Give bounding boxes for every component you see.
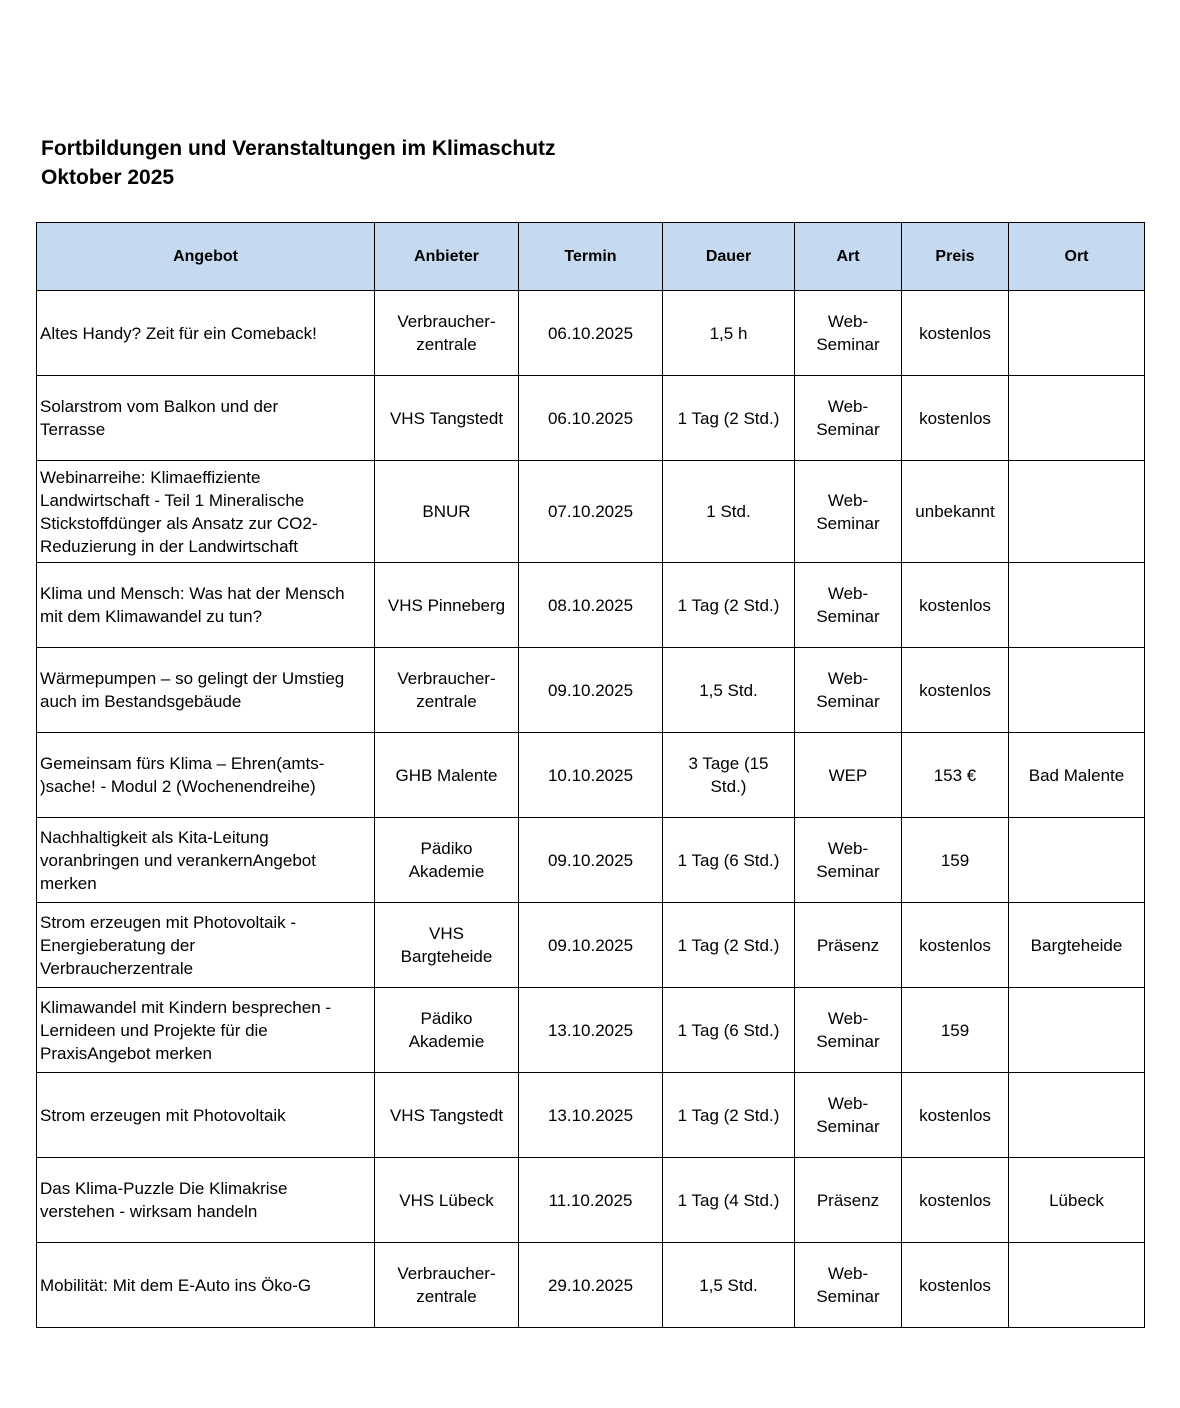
cell-preis: kostenlos xyxy=(902,291,1009,376)
cell-ort: Bargteheide xyxy=(1009,903,1145,988)
table-row xyxy=(37,1243,1145,1328)
cell-termin: 09.10.2025 xyxy=(519,903,663,988)
table-row xyxy=(37,376,1145,461)
cell-art: Präsenz xyxy=(795,903,902,988)
cell-ort xyxy=(1009,1243,1145,1328)
cell-termin: 06.10.2025 xyxy=(519,376,663,461)
cell-dauer: 1,5 Std. xyxy=(663,1243,795,1328)
cell-angebot: Mobilität: Mit dem E-Auto ins Öko-G xyxy=(37,1243,375,1328)
cell-preis: kostenlos xyxy=(902,376,1009,461)
cell-termin: 10.10.2025 xyxy=(519,733,663,818)
cell-ort xyxy=(1009,818,1145,903)
header-anbieter: Anbieter xyxy=(375,223,519,291)
table-row xyxy=(37,818,1145,903)
cell-angebot: Nachhaltigkeit als Kita-Leitung voranbringen und verankernAngebot merken xyxy=(37,818,375,903)
cell-anbieter: VHS Pinneberg xyxy=(375,563,519,648)
cell-anbieter: GHB Malente xyxy=(375,733,519,818)
cell-preis: 159 xyxy=(902,988,1009,1073)
cell-termin: 09.10.2025 xyxy=(519,648,663,733)
cell-ort xyxy=(1009,461,1145,563)
table-body xyxy=(37,291,1145,1328)
cell-ort xyxy=(1009,1073,1145,1158)
table-row xyxy=(37,291,1145,376)
table-row xyxy=(37,648,1145,733)
cell-art: Web- Seminar xyxy=(795,648,902,733)
cell-dauer: 1 Tag (6 Std.) xyxy=(663,818,795,903)
cell-anbieter: VHS Bargteheide xyxy=(375,903,519,988)
header-angebot: Angebot xyxy=(37,223,375,291)
cell-ort xyxy=(1009,376,1145,461)
cell-angebot: Klima und Mensch: Was hat der Mensch mit dem Klimawandel zu tun? xyxy=(37,563,375,648)
cell-dauer: 1 Tag (6 Std.) xyxy=(663,988,795,1073)
header-ort: Ort xyxy=(1009,223,1145,291)
cell-ort xyxy=(1009,563,1145,648)
cell-art: Web- Seminar xyxy=(795,988,902,1073)
cell-anbieter: VHS Tangstedt xyxy=(375,376,519,461)
cell-termin: 29.10.2025 xyxy=(519,1243,663,1328)
cell-angebot: Das Klima-Puzzle Die Klimakrise verstehen - wirksam handeln xyxy=(37,1158,375,1243)
table-header-row xyxy=(37,223,1145,291)
cell-anbieter: Verbraucher- zentrale xyxy=(375,291,519,376)
cell-preis: kostenlos xyxy=(902,1243,1009,1328)
cell-termin: 13.10.2025 xyxy=(519,988,663,1073)
cell-termin: 11.10.2025 xyxy=(519,1158,663,1243)
cell-dauer: 1 Tag (4 Std.) xyxy=(663,1158,795,1243)
header-dauer: Dauer xyxy=(663,223,795,291)
cell-ort: Lübeck xyxy=(1009,1158,1145,1243)
cell-preis: kostenlos xyxy=(902,1158,1009,1243)
cell-ort xyxy=(1009,988,1145,1073)
cell-anbieter: VHS Lübeck xyxy=(375,1158,519,1243)
cell-preis: kostenlos xyxy=(902,563,1009,648)
cell-angebot: Strom erzeugen mit Photovoltaik - Energieberatung der Verbraucherzentrale xyxy=(37,903,375,988)
cell-art: Präsenz xyxy=(795,1158,902,1243)
cell-art: Web- Seminar xyxy=(795,461,902,563)
cell-art: Web- Seminar xyxy=(795,1073,902,1158)
cell-termin: 06.10.2025 xyxy=(519,291,663,376)
cell-dauer: 1,5 Std. xyxy=(663,648,795,733)
header-art: Art xyxy=(795,223,902,291)
events-table xyxy=(36,222,1145,1328)
cell-dauer: 1 Tag (2 Std.) xyxy=(663,903,795,988)
cell-dauer: 3 Tage (15 Std.) xyxy=(663,733,795,818)
cell-art: Web- Seminar xyxy=(795,818,902,903)
cell-dauer: 1,5 h xyxy=(663,291,795,376)
cell-preis: kostenlos xyxy=(902,1073,1009,1158)
cell-art: Web- Seminar xyxy=(795,291,902,376)
cell-angebot: Wärmepumpen – so gelingt der Umstieg auch im Bestandsgebäude xyxy=(37,648,375,733)
cell-art: Web- Seminar xyxy=(795,376,902,461)
cell-preis: 159 xyxy=(902,818,1009,903)
table-row xyxy=(37,461,1145,563)
cell-art: WEP xyxy=(795,733,902,818)
table-row xyxy=(37,1158,1145,1243)
document-title xyxy=(41,134,556,192)
table-row xyxy=(37,733,1145,818)
table-row xyxy=(37,1073,1145,1158)
cell-anbieter: Verbraucher- zentrale xyxy=(375,648,519,733)
header-preis: Preis xyxy=(902,223,1009,291)
cell-ort xyxy=(1009,648,1145,733)
cell-angebot: Klimawandel mit Kindern besprechen - Lernideen und Projekte für die PraxisAngebot merken xyxy=(37,988,375,1073)
header-termin: Termin xyxy=(519,223,663,291)
page-title: Fortbildungen und Veranstaltungen im Klimaschutz xyxy=(41,137,556,160)
cell-anbieter: Pädiko Akademie xyxy=(375,988,519,1073)
cell-anbieter: BNUR xyxy=(375,461,519,563)
cell-preis: unbekannt xyxy=(902,461,1009,563)
cell-termin: 07.10.2025 xyxy=(519,461,663,563)
cell-angebot: Altes Handy? Zeit für ein Comeback! xyxy=(37,291,375,376)
page-subtitle: Oktober 2025 xyxy=(41,166,175,189)
cell-art: Web- Seminar xyxy=(795,563,902,648)
cell-termin: 08.10.2025 xyxy=(519,563,663,648)
cell-ort: Bad Malente xyxy=(1009,733,1145,818)
cell-termin: 09.10.2025 xyxy=(519,818,663,903)
cell-angebot: Gemeinsam fürs Klima – Ehren(amts- )sache! - Modul 2 (Wochenendreihe) xyxy=(37,733,375,818)
cell-ort xyxy=(1009,291,1145,376)
cell-angebot: Solarstrom vom Balkon und der Terrasse xyxy=(37,376,375,461)
cell-anbieter: Pädiko Akademie xyxy=(375,818,519,903)
table-row xyxy=(37,988,1145,1073)
cell-dauer: 1 Std. xyxy=(663,461,795,563)
table-row xyxy=(37,563,1145,648)
cell-dauer: 1 Tag (2 Std.) xyxy=(663,1073,795,1158)
cell-dauer: 1 Tag (2 Std.) xyxy=(663,563,795,648)
cell-anbieter: Verbraucher- zentrale xyxy=(375,1243,519,1328)
table-row xyxy=(37,903,1145,988)
cell-preis: kostenlos xyxy=(902,903,1009,988)
cell-preis: kostenlos xyxy=(902,648,1009,733)
cell-angebot: Webinarreihe: Klimaeffiziente Landwirtschaft - Teil 1 Mineralische Stickstoffdünger als Ansatz zur CO2- Reduzierung in der Landwirtschaft xyxy=(37,461,375,563)
cell-anbieter: VHS Tangstedt xyxy=(375,1073,519,1158)
cell-termin: 13.10.2025 xyxy=(519,1073,663,1158)
cell-art: Web- Seminar xyxy=(795,1243,902,1328)
cell-dauer: 1 Tag (2 Std.) xyxy=(663,376,795,461)
cell-angebot: Strom erzeugen mit Photovoltaik xyxy=(37,1073,375,1158)
cell-preis: 153 € xyxy=(902,733,1009,818)
